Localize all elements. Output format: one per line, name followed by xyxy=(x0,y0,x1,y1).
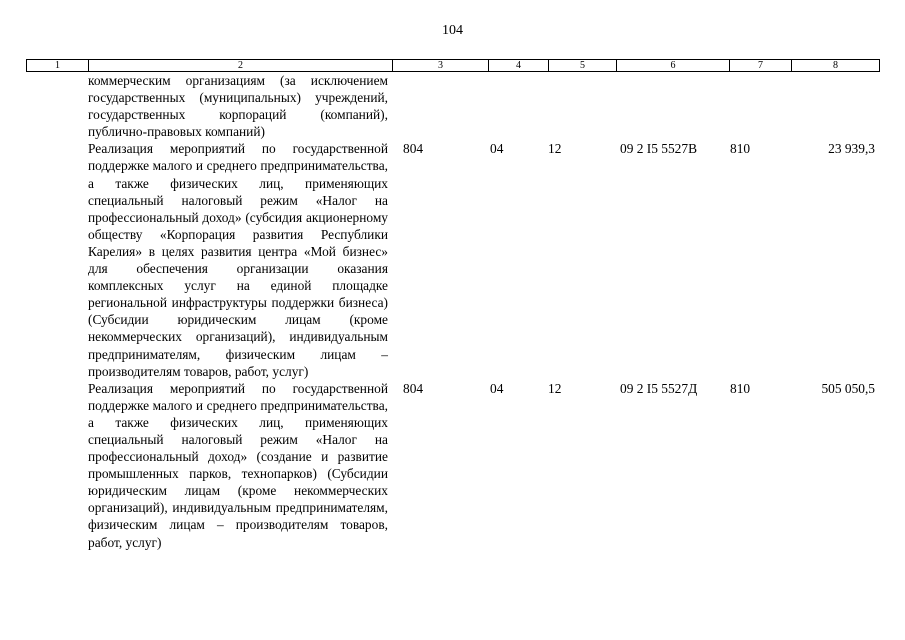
row-section-code: 04 xyxy=(490,380,504,396)
column-header-row xyxy=(27,60,880,72)
table-body xyxy=(26,72,879,551)
table-row xyxy=(26,380,879,551)
row-amount: 505 050,5 xyxy=(821,380,875,396)
row-description: коммерческим организациям (за исключением государственных (муниципальных) учреждений, государственных корпораций (компаний), публично-правовых компаний) xyxy=(88,73,388,140)
table-row xyxy=(26,140,879,379)
row-description: Реализация мероприятий по государственной поддержке малого и среднего предпринимательства, а также физических лиц, применяющих специальный налоговый режим «Налог на профессиональный доход» (создание и развитие промышленных парков, технопарков) (Субсидии юридическим лицам (кроме некоммерческих организаций), индивидуальным предпринимателям, физическим лицам – производителям товаров, работ, услуг) xyxy=(88,380,388,550)
table-row xyxy=(26,72,879,140)
row-subsection-code: 12 xyxy=(548,380,562,396)
row-target-article: 09 2 I5 5527В xyxy=(620,141,697,157)
row-ministry-code: 804 xyxy=(403,380,424,396)
row-ministry-code: 804 xyxy=(403,141,424,157)
column-header-table xyxy=(26,59,880,72)
column-header-8: 8 xyxy=(792,60,880,72)
row-subsection-code: 12 xyxy=(548,141,562,157)
row-target-article: 09 2 I5 5527Д xyxy=(620,380,698,396)
column-header-5: 5 xyxy=(549,60,617,72)
column-header-3: 3 xyxy=(393,60,489,72)
row-expense-type: 810 xyxy=(730,141,751,157)
column-header-4: 4 xyxy=(489,60,549,72)
page-number: 104 xyxy=(442,23,463,38)
column-header-6: 6 xyxy=(617,60,730,72)
column-header-2: 2 xyxy=(89,60,393,72)
column-header-7: 7 xyxy=(730,60,792,72)
row-section-code: 04 xyxy=(490,141,504,157)
row-description: Реализация мероприятий по государственной поддержке малого и среднего предпринимательства, а также физических лиц, применяющих специальный налоговый режим «Налог на профессиональный доход» (субсидия акционерному обществу «Корпорация развития Республики Карелия» в целях развития центра «Мой бизнес» для обеспечения организации оказания комплексных услуг на единой площадке региональной инфраструктуры поддержки бизнеса) (Субсидии юридическим лицам (кроме некоммерческих организаций), индивидуальным предпринимателям, физическим лицам – производителям товаров, работ, услуг) xyxy=(88,141,388,379)
row-expense-type: 810 xyxy=(730,380,751,396)
row-amount: 23 939,3 xyxy=(828,141,875,157)
column-header-1: 1 xyxy=(27,60,89,72)
